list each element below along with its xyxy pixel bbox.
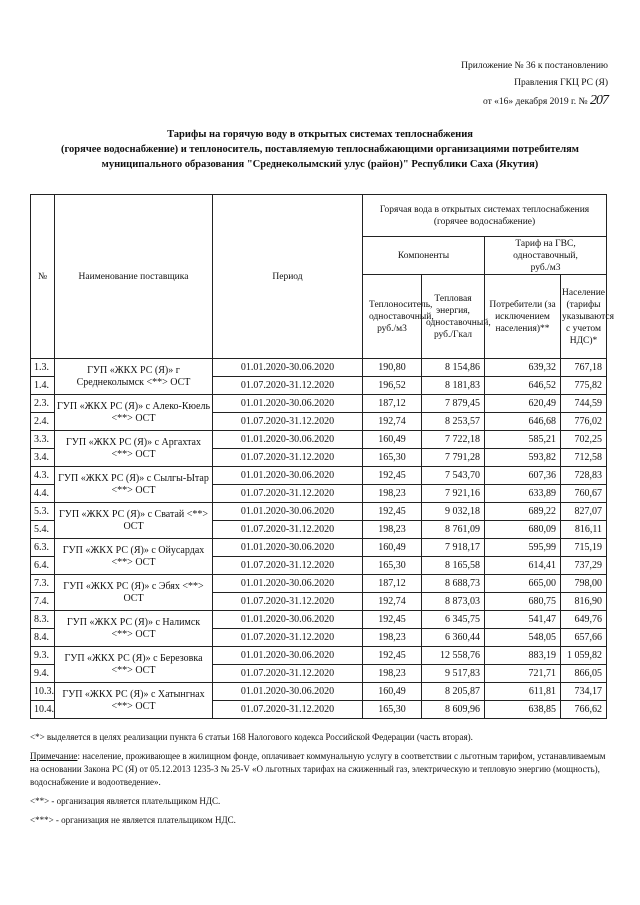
- population-tariff: 657,66: [561, 629, 607, 647]
- header-hot-water-group: Горячая вода в открытых системах теплоснабжения (горячее водоснабжение): [363, 195, 607, 237]
- board-line: Правления ГКЦ РС (Я): [514, 78, 608, 88]
- population-tariff: 798,00: [561, 575, 607, 593]
- energy-price: 7 918,17: [422, 539, 485, 557]
- carrier-price: 192,45: [363, 467, 422, 485]
- appendix-line: Приложение № 36 к постановлению: [461, 61, 608, 71]
- period-cell: 01.01.2020-30.06.2020: [213, 467, 363, 485]
- population-tariff: 816,11: [561, 521, 607, 539]
- row-number: 10.4.: [31, 701, 55, 719]
- carrier-price: 187,12: [363, 575, 422, 593]
- row-number: 6.4.: [31, 557, 55, 575]
- consumers-tariff: 614,41: [485, 557, 561, 575]
- consumers-tariff: 646,68: [485, 413, 561, 431]
- supplier-name: ГУП «ЖКХ РС (Я)» г Среднеколымск <**> ОСТ: [55, 359, 213, 395]
- consumers-tariff: 620,49: [485, 395, 561, 413]
- title-line-1: Тарифы на горячую воду в открытых системах теплоснабжения: [167, 129, 473, 140]
- consumers-tariff: 633,89: [485, 485, 561, 503]
- supplier-name: ГУП «ЖКХ РС (Я)» с Эбях <**> ОСТ: [55, 575, 213, 611]
- header-no: №: [31, 195, 55, 359]
- period-cell: 01.07.2020-31.12.2020: [213, 485, 363, 503]
- row-number: 3.4.: [31, 449, 55, 467]
- consumers-tariff: 721,71: [485, 665, 561, 683]
- energy-price: 12 558,76: [422, 647, 485, 665]
- carrier-price: 165,30: [363, 557, 422, 575]
- row-number: 1.4.: [31, 377, 55, 395]
- carrier-price: 160,49: [363, 683, 422, 701]
- consumers-tariff: 611,81: [485, 683, 561, 701]
- period-cell: 01.01.2020-30.06.2020: [213, 647, 363, 665]
- date-text: от «16» декабря 2019 г. №: [483, 97, 588, 107]
- period-cell: 01.01.2020-30.06.2020: [213, 503, 363, 521]
- population-tariff: 775,82: [561, 377, 607, 395]
- title-line-2: (горячее водоснабжение) и теплоноситель, поставляемую теплоснабжающими организациями потребителям: [61, 144, 579, 155]
- footnotes: [30, 731, 610, 833]
- population-tariff: 712,58: [561, 449, 607, 467]
- period-cell: 01.07.2020-31.12.2020: [213, 629, 363, 647]
- table-row: [31, 539, 607, 557]
- header-energy: Тепловая энергия, одноставочный, руб./Гкал: [422, 275, 485, 359]
- period-cell: 01.07.2020-31.12.2020: [213, 701, 363, 719]
- period-cell: 01.07.2020-31.12.2020: [213, 377, 363, 395]
- footnote-non-vat-payer: <***> - организация не является плательщиком НДС.: [30, 815, 236, 825]
- population-tariff: 744,59: [561, 395, 607, 413]
- remark-label: Примечание: [30, 751, 78, 761]
- row-number: 7.3.: [31, 575, 55, 593]
- period-cell: 01.01.2020-30.06.2020: [213, 575, 363, 593]
- period-cell: 01.07.2020-31.12.2020: [213, 665, 363, 683]
- energy-price: 8 688,73: [422, 575, 485, 593]
- supplier-name: ГУП «ЖКХ РС (Я)» с Алеко-Кюель <**> ОСТ: [55, 395, 213, 431]
- row-number: 5.4.: [31, 521, 55, 539]
- table-body: [31, 359, 607, 719]
- row-number: 9.3.: [31, 647, 55, 665]
- row-number: 4.4.: [31, 485, 55, 503]
- population-tariff: 776,02: [561, 413, 607, 431]
- table-row: [31, 611, 607, 629]
- period-cell: 01.01.2020-30.06.2020: [213, 431, 363, 449]
- tariff-table: [30, 194, 614, 719]
- population-tariff: 760,67: [561, 485, 607, 503]
- consumers-tariff: 680,75: [485, 593, 561, 611]
- document-header: [308, 58, 608, 111]
- energy-price: 8 609,96: [422, 701, 485, 719]
- supplier-name: ГУП «ЖКХ РС (Я)» с Налимск <**> ОСТ: [55, 611, 213, 647]
- population-tariff: 728,83: [561, 467, 607, 485]
- carrier-price: 192,74: [363, 593, 422, 611]
- energy-price: 7 543,70: [422, 467, 485, 485]
- table-row: [31, 575, 607, 593]
- supplier-name: ГУП «ЖКХ РС (Я)» с Аргахтах <**> ОСТ: [55, 431, 213, 467]
- title-line-3: муниципального образования "Среднеколымский улус (район)" Республики Саха (Якутия): [101, 159, 539, 170]
- table-row: [31, 467, 607, 485]
- document-title: [20, 127, 620, 172]
- energy-price: 8 873,03: [422, 593, 485, 611]
- supplier-name: ГУП «ЖКХ РС (Я)» с Березовка <**> ОСТ: [55, 647, 213, 683]
- consumers-tariff: 638,85: [485, 701, 561, 719]
- period-cell: 01.07.2020-31.12.2020: [213, 593, 363, 611]
- energy-price: 8 165,58: [422, 557, 485, 575]
- header-carrier: Теплоноситель, одноставочный, руб./м3: [363, 275, 422, 359]
- consumers-tariff: 639,32: [485, 359, 561, 377]
- energy-price: 7 879,45: [422, 395, 485, 413]
- row-number: 2.4.: [31, 413, 55, 431]
- energy-price: 6 360,44: [422, 629, 485, 647]
- energy-price: 7 791,28: [422, 449, 485, 467]
- consumers-tariff: 548,05: [485, 629, 561, 647]
- order-number-handwritten: 207: [590, 93, 608, 108]
- header-tariff: Тариф на ГВС, одноставочный, руб./м3: [485, 237, 607, 275]
- population-tariff: 866,05: [561, 665, 607, 683]
- period-cell: 01.07.2020-31.12.2020: [213, 413, 363, 431]
- energy-price: 7 921,16: [422, 485, 485, 503]
- date-line: [308, 92, 608, 111]
- population-tariff: 715,19: [561, 539, 607, 557]
- energy-price: 8 761,09: [422, 521, 485, 539]
- carrier-price: 198,23: [363, 521, 422, 539]
- energy-price: 8 205,87: [422, 683, 485, 701]
- row-number: 4.3.: [31, 467, 55, 485]
- energy-price: 6 345,75: [422, 611, 485, 629]
- population-tariff: 734,17: [561, 683, 607, 701]
- supplier-name: ГУП «ЖКХ РС (Я)» с Хатынгнах <**> ОСТ: [55, 683, 213, 719]
- row-number: 10.3.: [31, 683, 55, 701]
- header-supplier: Наименование поставщика: [55, 195, 213, 359]
- table-row: [31, 395, 607, 413]
- energy-price: 8 154,86: [422, 359, 485, 377]
- carrier-price: 198,23: [363, 629, 422, 647]
- table-row: [31, 683, 607, 701]
- consumers-tariff: 595,99: [485, 539, 561, 557]
- table-row: [31, 359, 607, 377]
- header-components: Компоненты: [363, 237, 485, 275]
- row-number: 5.3.: [31, 503, 55, 521]
- period-cell: 01.01.2020-30.06.2020: [213, 683, 363, 701]
- population-tariff: 1 059,82: [561, 647, 607, 665]
- period-cell: 01.01.2020-30.06.2020: [213, 539, 363, 557]
- carrier-price: 192,45: [363, 611, 422, 629]
- population-tariff: 827,07: [561, 503, 607, 521]
- supplier-name: ГУП «ЖКХ РС (Я)» с Сватай <**> ОСТ: [55, 503, 213, 539]
- energy-price: 8 253,57: [422, 413, 485, 431]
- table-row: [31, 503, 607, 521]
- row-number: 8.4.: [31, 629, 55, 647]
- carrier-price: 198,23: [363, 485, 422, 503]
- header-population: Население (тарифы указываются с учетом НДС)*: [561, 275, 607, 359]
- period-cell: 01.01.2020-30.06.2020: [213, 359, 363, 377]
- population-tariff: 702,25: [561, 431, 607, 449]
- consumers-tariff: 689,22: [485, 503, 561, 521]
- population-tariff: 649,76: [561, 611, 607, 629]
- supplier-name: ГУП «ЖКХ РС (Я)» с Ойусардах <**> ОСТ: [55, 539, 213, 575]
- period-cell: 01.07.2020-31.12.2020: [213, 449, 363, 467]
- consumers-tariff: 646,52: [485, 377, 561, 395]
- consumers-tariff: 585,21: [485, 431, 561, 449]
- row-number: 7.4.: [31, 593, 55, 611]
- supplier-name: ГУП «ЖКХ РС (Я)» с Сылгы-Ытар <**> ОСТ: [55, 467, 213, 503]
- carrier-price: 198,23: [363, 665, 422, 683]
- population-tariff: 766,62: [561, 701, 607, 719]
- row-number: 1.3.: [31, 359, 55, 377]
- footnote-remark: [30, 750, 610, 789]
- energy-price: 9 032,18: [422, 503, 485, 521]
- consumers-tariff: 680,09: [485, 521, 561, 539]
- header-consumers: Потребители (за исключением населения)**: [485, 275, 561, 359]
- remark-text: : население, проживающее в жилищном фонде, оплачивает коммунальную услугу в соответствии с льготным тарифом, устанавливаемым на основании Закона РС (Я) от 05.12.2013 1235-З № 25-V «О льготных тарифах на сжиженный газ, электрическую и тепловую энергию (мощность), водоснабжение и водоотведение».: [30, 751, 606, 787]
- carrier-price: 165,30: [363, 701, 422, 719]
- header-period: Период: [213, 195, 363, 359]
- consumers-tariff: 541,47: [485, 611, 561, 629]
- population-tariff: 816,90: [561, 593, 607, 611]
- carrier-price: 192,45: [363, 647, 422, 665]
- energy-price: 8 181,83: [422, 377, 485, 395]
- period-cell: 01.07.2020-31.12.2020: [213, 521, 363, 539]
- row-number: 2.3.: [31, 395, 55, 413]
- table-row: [31, 647, 607, 665]
- footnote-vat: <*> выделяется в целях реализации пункта 6 статьи 168 Налогового кодекса Российской Федерации (часть вторая).: [30, 732, 473, 742]
- consumers-tariff: 607,36: [485, 467, 561, 485]
- carrier-price: 190,80: [363, 359, 422, 377]
- carrier-price: 196,52: [363, 377, 422, 395]
- row-number: 8.3.: [31, 611, 55, 629]
- energy-price: 7 722,18: [422, 431, 485, 449]
- period-cell: 01.07.2020-31.12.2020: [213, 557, 363, 575]
- population-tariff: 737,29: [561, 557, 607, 575]
- carrier-price: 165,30: [363, 449, 422, 467]
- table-row: [31, 431, 607, 449]
- carrier-price: 187,12: [363, 395, 422, 413]
- footnote-vat-payer: <**> - организация является плательщиком НДС.: [30, 796, 221, 806]
- carrier-price: 192,45: [363, 503, 422, 521]
- row-number: 3.3.: [31, 431, 55, 449]
- row-number: 9.4.: [31, 665, 55, 683]
- consumers-tariff: 883,19: [485, 647, 561, 665]
- population-tariff: 767,18: [561, 359, 607, 377]
- consumers-tariff: 665,00: [485, 575, 561, 593]
- period-cell: 01.01.2020-30.06.2020: [213, 611, 363, 629]
- consumers-tariff: 593,82: [485, 449, 561, 467]
- carrier-price: 192,74: [363, 413, 422, 431]
- period-cell: 01.01.2020-30.06.2020: [213, 395, 363, 413]
- carrier-price: 160,49: [363, 431, 422, 449]
- energy-price: 9 517,83: [422, 665, 485, 683]
- row-number: 6.3.: [31, 539, 55, 557]
- carrier-price: 160,49: [363, 539, 422, 557]
